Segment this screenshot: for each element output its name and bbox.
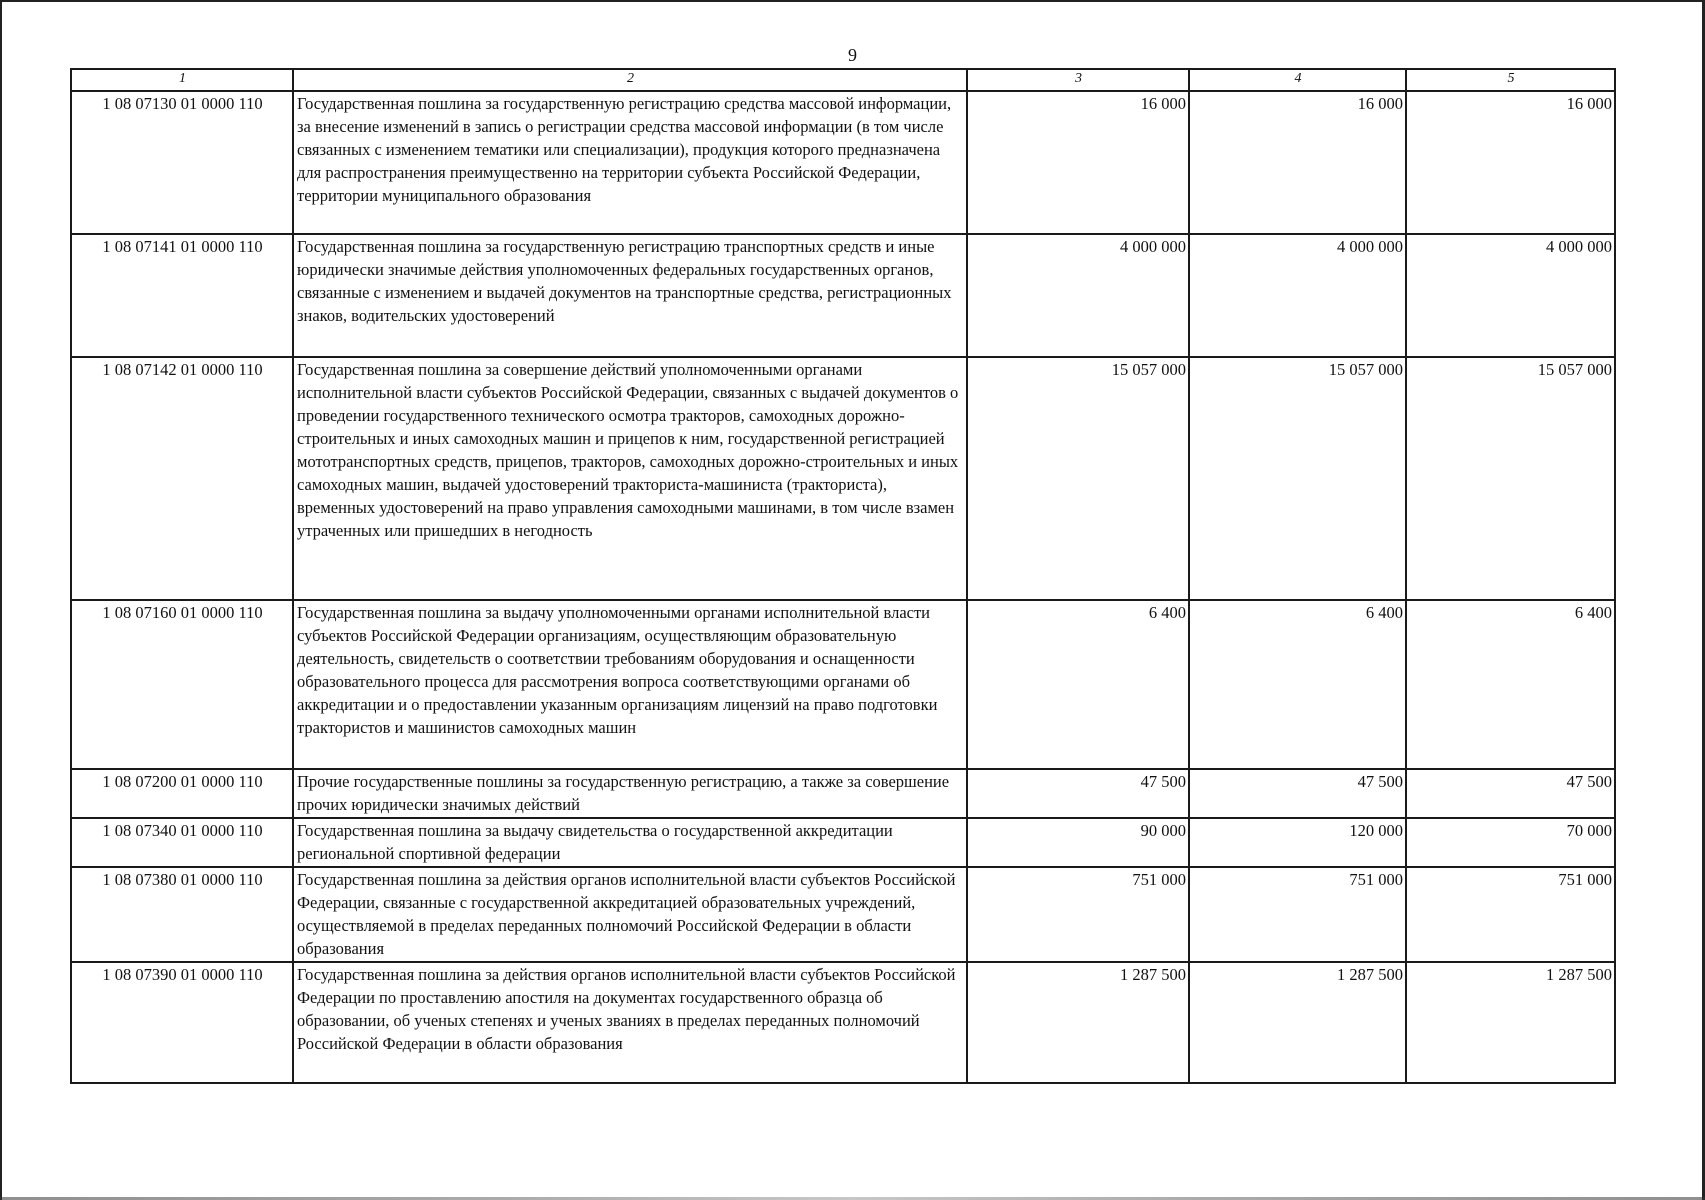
row-value-col4: 4 000 000 (1189, 234, 1406, 357)
row-value-col5: 15 057 000 (1406, 357, 1615, 600)
row-description: Прочие государственные пошлины за государственную регистрацию, а также за совершение прочих юридически значимых действий (293, 769, 967, 818)
row-description: Государственная пошлина за действия органов исполнительной власти субъектов Российской Федерации по проставлению апостиля на документах государственного образца об образовании, об ученых степенях и ученых званиях в пределах переданных полномочий Российской Федерации в области образования (293, 962, 967, 1083)
row-value-col3: 16 000 (967, 91, 1189, 234)
column-header-1: 1 (71, 69, 293, 91)
row-code: 1 08 07340 01 0000 110 (71, 818, 293, 867)
table-row (71, 867, 1615, 962)
row-value-col5: 16 000 (1406, 91, 1615, 234)
table-row (71, 357, 1615, 600)
table-body (71, 91, 1615, 1083)
table-row (71, 818, 1615, 867)
row-code: 1 08 07142 01 0000 110 (71, 357, 293, 600)
row-value-col4: 47 500 (1189, 769, 1406, 818)
row-description: Государственная пошлина за выдачу свидетельства о государственной аккредитации региональной спортивной федерации (293, 818, 967, 867)
row-value-col3: 47 500 (967, 769, 1189, 818)
row-description: Государственная пошлина за государственную регистрацию средства массовой информации, за внесение изменений в запись о регистрации средства массовой информации (в том числе связанных с изменением тематики или специализации), продукция которого предназначена для распространения преимущественно на территории субъекта Российской Федерации, территории муниципального образования (293, 91, 967, 234)
row-code: 1 08 07160 01 0000 110 (71, 600, 293, 769)
row-value-col4: 6 400 (1189, 600, 1406, 769)
scan-border-top (0, 0, 1705, 2)
row-description: Государственная пошлина за совершение действий уполномоченными органами исполнительной власти субъектов Российской Федерации, связанных с выдачей документов о проведении государственного технического осмотра тракторов, самоходных дорожно-строительных и иных самоходных машин и прицепов к ним, государственной регистрацией мототранспортных средств, прицепов, тракторов, самоходных дорожно-строительных и иных самоходных машин, выдачей удостоверений тракториста-машиниста (тракториста), временных удостоверений на право управления самоходными машинами, в том числе взамен утраченных или пришедших в негодность (293, 357, 967, 600)
table-row (71, 769, 1615, 818)
table-row (71, 962, 1615, 1083)
column-header-2: 2 (293, 69, 967, 91)
column-header-5: 5 (1406, 69, 1615, 91)
revenue-table (70, 68, 1616, 1084)
row-value-col3: 6 400 (967, 600, 1189, 769)
row-code: 1 08 07200 01 0000 110 (71, 769, 293, 818)
table-header (71, 69, 1615, 91)
row-value-col4: 15 057 000 (1189, 357, 1406, 600)
table-row (71, 91, 1615, 234)
row-value-col5: 4 000 000 (1406, 234, 1615, 357)
row-value-col3: 15 057 000 (967, 357, 1189, 600)
row-value-col5: 6 400 (1406, 600, 1615, 769)
row-value-col3: 1 287 500 (967, 962, 1189, 1083)
row-value-col3: 4 000 000 (967, 234, 1189, 357)
row-value-col5: 751 000 (1406, 867, 1615, 962)
page-number: 9 (848, 45, 857, 65)
row-code: 1 08 07141 01 0000 110 (71, 234, 293, 357)
row-value-col3: 90 000 (967, 818, 1189, 867)
row-code: 1 08 07380 01 0000 110 (71, 867, 293, 962)
row-value-col4: 16 000 (1189, 91, 1406, 234)
scan-border-left (0, 0, 2, 1200)
header-row (71, 69, 1615, 91)
row-description: Государственная пошлина за действия органов исполнительной власти субъектов Российской Федерации, связанные с государственной аккредитацией образовательных учреждений, осуществляемой в пределах переданных полномочий Российской Федерации в области образования (293, 867, 967, 962)
row-value-col4: 120 000 (1189, 818, 1406, 867)
row-value-col3: 751 000 (967, 867, 1189, 962)
column-header-3: 3 (967, 69, 1189, 91)
row-value-col4: 1 287 500 (1189, 962, 1406, 1083)
row-code: 1 08 07390 01 0000 110 (71, 962, 293, 1083)
row-value-col5: 70 000 (1406, 818, 1615, 867)
row-value-col4: 751 000 (1189, 867, 1406, 962)
table-row (71, 234, 1615, 357)
column-header-4: 4 (1189, 69, 1406, 91)
row-code: 1 08 07130 01 0000 110 (71, 91, 293, 234)
row-description: Государственная пошлина за государственную регистрацию транспортных средств и иные юридически значимые действия уполномоченных федеральных государственных органов, связанные с изменением и выдачей документов на транспортные средства, регистрационных знаков, водительских удостоверений (293, 234, 967, 357)
table-row (71, 600, 1615, 769)
row-description: Государственная пошлина за выдачу уполномоченными органами исполнительной власти субъектов Российской Федерации организациям, осуществляющим образовательную деятельность, свидетельств о соответствии требованиям оборудования и оснащенности образовательного процесса для рассмотрения вопроса соответствующими органами об аккредитации и о предоставлении указанным организациям лицензий на право подготовки трактористов и машинистов самоходных машин (293, 600, 967, 769)
row-value-col5: 47 500 (1406, 769, 1615, 818)
row-value-col5: 1 287 500 (1406, 962, 1615, 1083)
